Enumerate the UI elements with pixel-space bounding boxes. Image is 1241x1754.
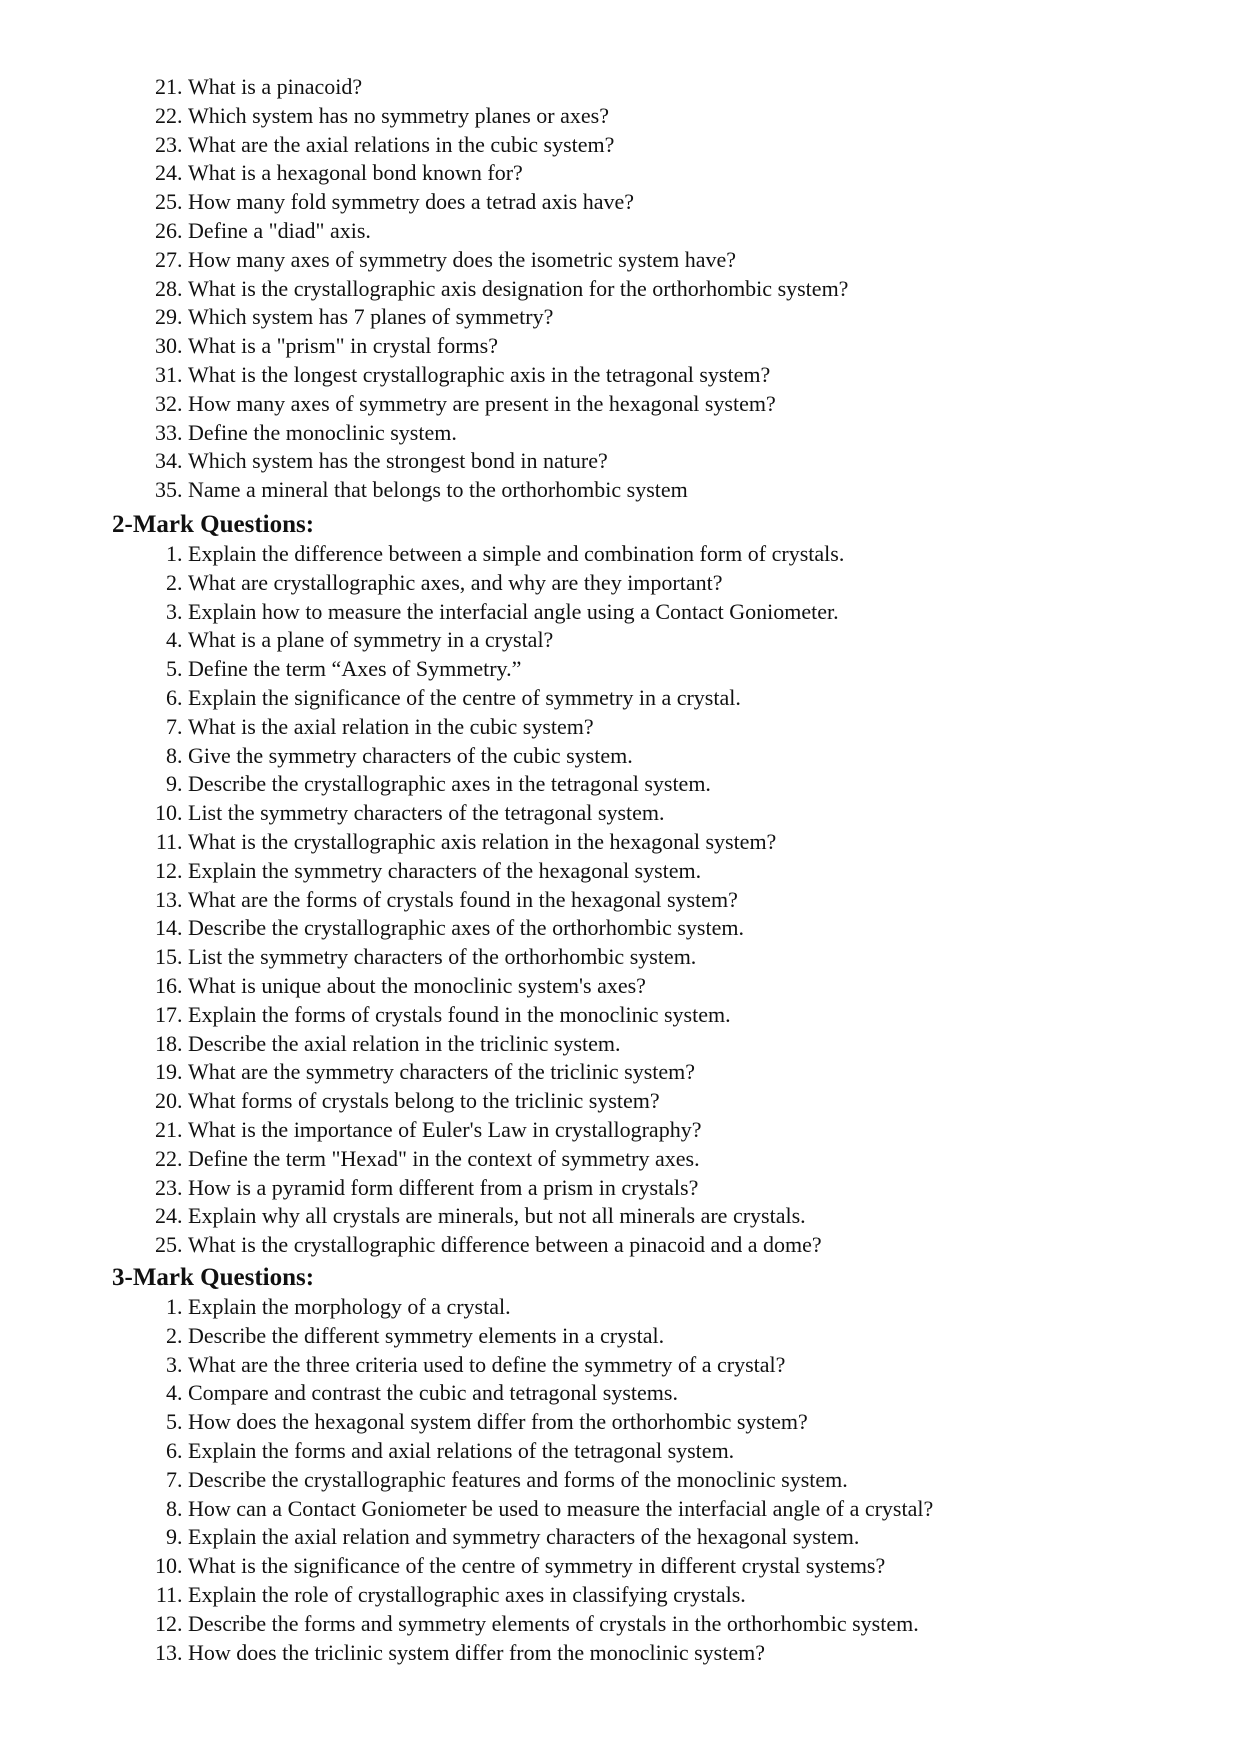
list-item (150, 1552, 933, 1581)
item-text: Explain the role of crystallographic axes in classifying crystals. (188, 1581, 746, 1607)
list-item (150, 972, 844, 1001)
item-number: 11. (155, 1581, 183, 1607)
item-number: 27. (155, 246, 183, 272)
item-text: Explain how to measure the interfacial angle using a Contact Goniometer. (188, 598, 839, 624)
item-text: Explain the forms and axial relations of the tetragonal system. (188, 1437, 735, 1463)
item-text: Describe the forms and symmetry elements of crystals in the orthorhombic system. (188, 1610, 919, 1636)
item-number: 1. (166, 541, 183, 566)
item-text: Describe the axial relation in the triclinic system. (188, 1030, 621, 1056)
list-item (150, 598, 844, 627)
item-number: 33. (155, 419, 183, 445)
list-item (150, 713, 844, 742)
list-item (150, 217, 848, 246)
list-item (150, 390, 848, 419)
list-item (150, 886, 844, 915)
item-text: Define the term “Axes of Symmetry.” (188, 656, 522, 682)
list-item (150, 1466, 933, 1495)
item-number: 9. (166, 1524, 183, 1550)
item-number: 25. (155, 189, 183, 215)
item-number: 21. (155, 1116, 183, 1142)
item-number: 24. (155, 1203, 183, 1229)
list-item (150, 1116, 844, 1145)
item-number: 10. (155, 1553, 183, 1579)
list-item (150, 1087, 844, 1116)
item-number: 2. (166, 1322, 183, 1348)
item-number: 24. (155, 160, 183, 186)
item-number: 4. (166, 627, 183, 653)
item-text: Define the monoclinic system. (188, 419, 457, 445)
item-text: What is the significance of the centre of symmetry in different crystal systems? (188, 1553, 886, 1579)
item-text: Explain the significance of the centre of symmetry in a crystal. (188, 684, 741, 710)
list-item (150, 73, 848, 102)
list-item (150, 1495, 933, 1524)
list-item (150, 159, 848, 188)
item-number: 23. (155, 1174, 183, 1200)
list-item (150, 943, 844, 972)
item-text: Describe the crystallographic axes in the tetragonal system. (188, 771, 711, 797)
section-heading-3-mark: 3-Mark Questions: (112, 1264, 315, 1291)
item-text: Explain the morphology of a crystal. (188, 1294, 511, 1319)
item-number: 7. (166, 713, 183, 739)
list-item (150, 1639, 933, 1668)
item-number: 12. (155, 1610, 183, 1636)
list-item (150, 914, 844, 943)
list-item (150, 569, 844, 598)
item-number: 29. (155, 304, 183, 330)
list-item (150, 1231, 844, 1260)
list-item (150, 1351, 933, 1380)
list-item (150, 1379, 933, 1408)
list-item (150, 188, 848, 217)
item-number: 20. (155, 1088, 183, 1114)
item-number: 10. (155, 800, 183, 826)
item-text: What are the axial relations in the cubic system? (188, 131, 615, 157)
list-item (150, 246, 848, 275)
list-item (150, 770, 844, 799)
list-item (150, 476, 848, 505)
list-item (150, 1293, 933, 1322)
list-item (150, 1145, 844, 1174)
item-number: 22. (155, 1145, 183, 1171)
item-number: 28. (155, 275, 183, 301)
item-text: What is unique about the monoclinic system's axes? (188, 972, 646, 998)
list-item (150, 1322, 933, 1351)
item-number: 13. (155, 1639, 183, 1665)
list-item (150, 332, 848, 361)
item-number: 15. (155, 944, 183, 970)
item-number: 35. (155, 477, 183, 503)
item-text: Explain the symmetry characters of the hexagonal system. (188, 857, 702, 883)
item-text: What is a "prism" in crystal forms? (188, 333, 498, 359)
item-text: How does the triclinic system differ from the monoclinic system? (188, 1639, 765, 1665)
item-number: 34. (155, 448, 183, 474)
item-text: Describe the different symmetry elements in a crystal. (188, 1322, 665, 1348)
item-number: 5. (166, 1409, 183, 1435)
item-number: 26. (155, 217, 183, 243)
item-text: Give the symmetry characters of the cubic system. (188, 742, 633, 768)
list-item (150, 684, 844, 713)
item-number: 30. (155, 333, 183, 359)
list-item (150, 1174, 844, 1203)
item-number: 1. (166, 1294, 183, 1319)
list-item (150, 361, 848, 390)
item-text: How many fold symmetry does a tetrad axis have? (188, 189, 634, 215)
item-number: 23. (155, 131, 183, 157)
item-text: What is the importance of Euler's Law in crystallography? (188, 1116, 702, 1142)
item-number: 8. (166, 1495, 183, 1521)
item-text: What are the forms of crystals found in the hexagonal system? (188, 886, 738, 912)
item-text: Name a mineral that belongs to the orthorhombic system (188, 477, 688, 503)
item-number: 22. (155, 102, 183, 128)
item-text: What is the crystallographic axis designation for the orthorhombic system? (188, 275, 849, 301)
item-number: 3. (166, 1351, 183, 1377)
item-text: List the symmetry characters of the orthorhombic system. (188, 944, 697, 970)
item-text: Describe the crystallographic axes of the orthorhombic system. (188, 915, 744, 941)
item-number: 17. (155, 1001, 183, 1027)
item-number: 25. (155, 1232, 183, 1258)
item-number: 21. (155, 74, 183, 99)
item-text: Define a "diad" axis. (188, 217, 371, 243)
item-text: Which system has the strongest bond in nature? (188, 448, 608, 474)
item-number: 14. (155, 915, 183, 941)
item-number: 16. (155, 972, 183, 998)
item-text: What is the longest crystallographic axis in the tetragonal system? (188, 361, 771, 387)
list-item (150, 1523, 933, 1552)
list-item (150, 275, 848, 304)
question-list-1-mark-continued (150, 73, 848, 505)
item-number: 4. (166, 1380, 183, 1406)
item-text: Define the term "Hexad" in the context of symmetry axes. (188, 1145, 700, 1171)
item-number: 19. (155, 1059, 183, 1085)
section-heading-2-mark: 2-Mark Questions: (112, 511, 315, 538)
item-number: 13. (155, 886, 183, 912)
list-item (150, 1058, 844, 1087)
list-item (150, 1030, 844, 1059)
item-text: Which system has 7 planes of symmetry? (188, 304, 554, 330)
item-number: 9. (166, 771, 183, 797)
item-text: What are the symmetry characters of the triclinic system? (188, 1059, 696, 1085)
item-number: 7. (166, 1466, 183, 1492)
item-number: 8. (166, 742, 183, 768)
question-list-2-mark (150, 540, 844, 1260)
item-number: 18. (155, 1030, 183, 1056)
item-text: What is the crystallographic difference between a pinacoid and a dome? (188, 1232, 822, 1258)
item-text: What is a plane of symmetry in a crystal? (188, 627, 554, 653)
item-number: 3. (166, 598, 183, 624)
item-text: What is the axial relation in the cubic system? (188, 713, 594, 739)
list-item (150, 1408, 933, 1437)
item-text: Explain the forms of crystals found in the monoclinic system. (188, 1001, 731, 1027)
item-number: 11. (155, 828, 183, 854)
item-number: 32. (155, 390, 183, 416)
list-item (150, 1610, 933, 1639)
item-text: What are crystallographic axes, and why are they important? (188, 569, 723, 595)
list-item (150, 1437, 933, 1466)
list-item (150, 626, 844, 655)
list-item (150, 303, 848, 332)
item-text: Explain the difference between a simple and combination form of crystals. (188, 541, 845, 566)
list-item (150, 1001, 844, 1030)
question-list-3-mark (150, 1293, 933, 1667)
item-text: What is a pinacoid? (188, 74, 363, 99)
item-text: What is the crystallographic axis relation in the hexagonal system? (188, 828, 777, 854)
item-text: How can a Contact Goniometer be used to measure the interfacial angle of a crystal? (188, 1495, 934, 1521)
item-text: Compare and contrast the cubic and tetragonal systems. (188, 1380, 678, 1406)
item-text: How many axes of symmetry are present in the hexagonal system? (188, 390, 776, 416)
item-text: Explain why all crystals are minerals, but not all minerals are crystals. (188, 1203, 806, 1229)
item-text: How does the hexagonal system differ from the orthorhombic system? (188, 1409, 808, 1435)
item-number: 6. (166, 684, 183, 710)
list-item (150, 447, 848, 476)
list-item (150, 742, 844, 771)
item-text: What forms of crystals belong to the triclinic system? (188, 1088, 660, 1114)
list-item (150, 828, 844, 857)
list-item (150, 419, 848, 448)
item-number: 2. (166, 569, 183, 595)
list-item (150, 131, 848, 160)
item-number: 31. (155, 361, 183, 387)
list-item (150, 102, 848, 131)
list-item (150, 799, 844, 828)
item-number: 12. (155, 857, 183, 883)
item-text: What is a hexagonal bond known for? (188, 160, 523, 186)
list-item (150, 655, 844, 684)
list-item (150, 1581, 933, 1610)
item-text: Which system has no symmetry planes or axes? (188, 102, 609, 128)
item-text: Describe the crystallographic features and forms of the monoclinic system. (188, 1466, 848, 1492)
item-text: Explain the axial relation and symmetry characters of the hexagonal system. (188, 1524, 860, 1550)
list-item (150, 857, 844, 886)
item-text: How many axes of symmetry does the isometric system have? (188, 246, 737, 272)
list-item (150, 1202, 844, 1231)
item-text: List the symmetry characters of the tetragonal system. (188, 800, 665, 826)
item-number: 6. (166, 1437, 183, 1463)
item-number: 5. (166, 656, 183, 682)
item-text: What are the three criteria used to define the symmetry of a crystal? (188, 1351, 786, 1377)
list-item (150, 540, 844, 569)
item-text: How is a pyramid form different from a prism in crystals? (188, 1174, 699, 1200)
